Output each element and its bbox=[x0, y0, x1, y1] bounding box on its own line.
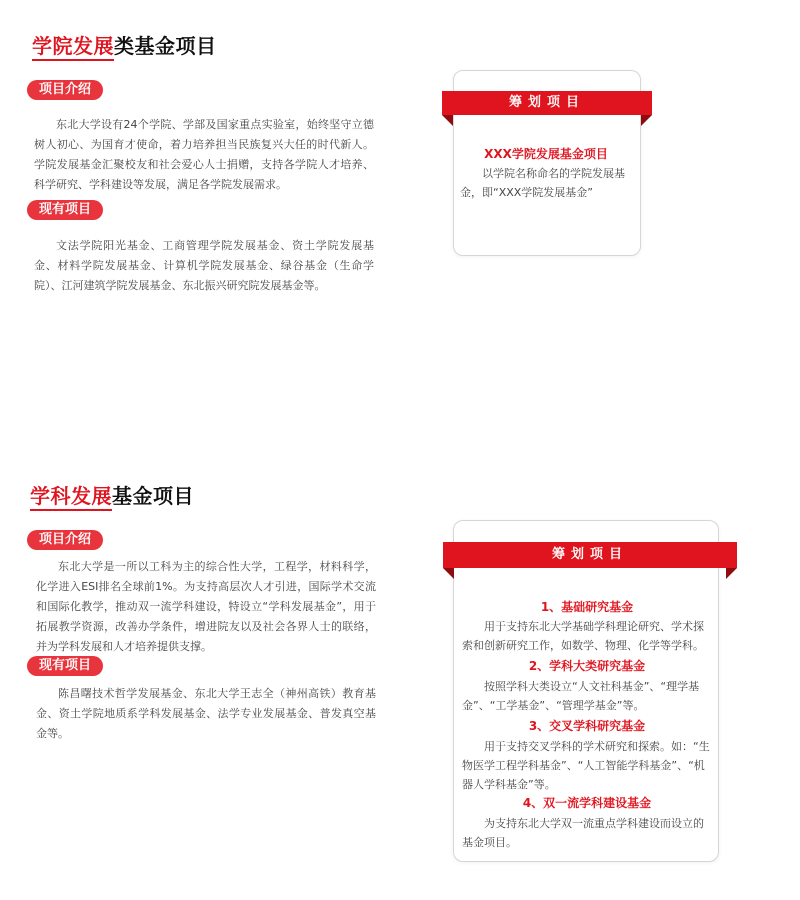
section2-current-label: 现有项目 bbox=[27, 656, 103, 676]
plan-item-3-title: 3、交叉学科研究基金 bbox=[528, 719, 646, 733]
section2-title-highlight: 学科发展 bbox=[30, 484, 112, 511]
section2-current-text: 陈昌曙技术哲学发展基金、东北大学王志全（神州高铁）教育基金、资土学院地质系学科发展基金、法学专业发展基金、普发真空基金等。 bbox=[36, 687, 376, 740]
section1-ribbon-fold-left bbox=[442, 115, 453, 126]
section1-current-label: 现有项目 bbox=[27, 200, 103, 220]
plan-item-4-text: 为支持东北大学双一流重点学科建设而设立的基金项目。 bbox=[462, 817, 704, 849]
section1-title bbox=[32, 30, 217, 59]
section2-ribbon-fold-right bbox=[726, 568, 737, 579]
plan-item-4-title: 4、双一流学科建设基金 bbox=[522, 796, 652, 810]
section2-plan-ribbon: 筹划项目 bbox=[443, 542, 737, 568]
section1-intro-text: 东北大学设有24个学院、学部及国家重点实验室，始终坚守立德树人初心、为国育才使命，着力培养担当民族复兴大任的时代新人。学院发展基金汇聚校友和社会爱心人士捐赠，支持各学院人才培养、科学研究、学科建设等发展，满足各学院发展需求。 bbox=[34, 118, 374, 191]
section1-plan-ribbon: 筹划项目 bbox=[442, 91, 652, 115]
plan-item-3-text: 用于支持交叉学科的学术研究和探索。如：“生物医学工程学科基金”、“人工智能学科基金”、“机器人学科基金”等。 bbox=[462, 740, 710, 791]
plan-item-1-title: 1、基础研究基金 bbox=[540, 600, 634, 614]
section1-ribbon-fold-right bbox=[641, 115, 652, 126]
section2-intro-label: 项目介绍 bbox=[27, 530, 103, 550]
section2-intro-text: 东北大学是一所以工科为主的综合性大学，工程学，材料科学，化学进入ESI排名全球前1%。为支持高层次人才引进，国际学术交流和国际化教学，推动双一流学科建设，特设立“学科发展基金”，用于拓展教学资源，改善办学条件，增进院友以及社会各界人士的联络，并为学科发展和人才培养提供支撑。 bbox=[36, 560, 376, 653]
section2-title-rest: 基金项目 bbox=[112, 484, 194, 508]
section2-title bbox=[30, 480, 194, 509]
plan-item-2-text: 按照学科大类设立“人文社科基金”、“理学基金”、“工学基金”、“管理学基金”等。 bbox=[462, 680, 700, 712]
section1-intro-label: 项目介绍 bbox=[27, 80, 103, 100]
section1-title-rest: 类基金项目 bbox=[114, 34, 217, 58]
plan-item-1-text: 用于支持东北大学基础学科理论研究、学术探索和创新研究工作，如数学、物理、化学等学科。 bbox=[462, 620, 704, 652]
plan-item-2-title: 2、学科大类研究基金 bbox=[528, 659, 646, 673]
section1-plan-item-text: 以学院名称命名的学院发展基金，即“XXX学院发展基金” bbox=[460, 167, 625, 199]
section2-ribbon-fold-left bbox=[443, 568, 454, 579]
section1-plan-item-title: XXX学院发展基金项目 bbox=[484, 147, 608, 161]
section1-current-text: 文法学院阳光基金、工商管理学院发展基金、资土学院发展基金、材料学院发展基金、计算机学院发展基金、绿谷基金（生命学院）、江河建筑学院发展基金、东北振兴研究院发展基金等。 bbox=[34, 239, 374, 292]
section1-title-highlight: 学院发展 bbox=[32, 34, 114, 61]
